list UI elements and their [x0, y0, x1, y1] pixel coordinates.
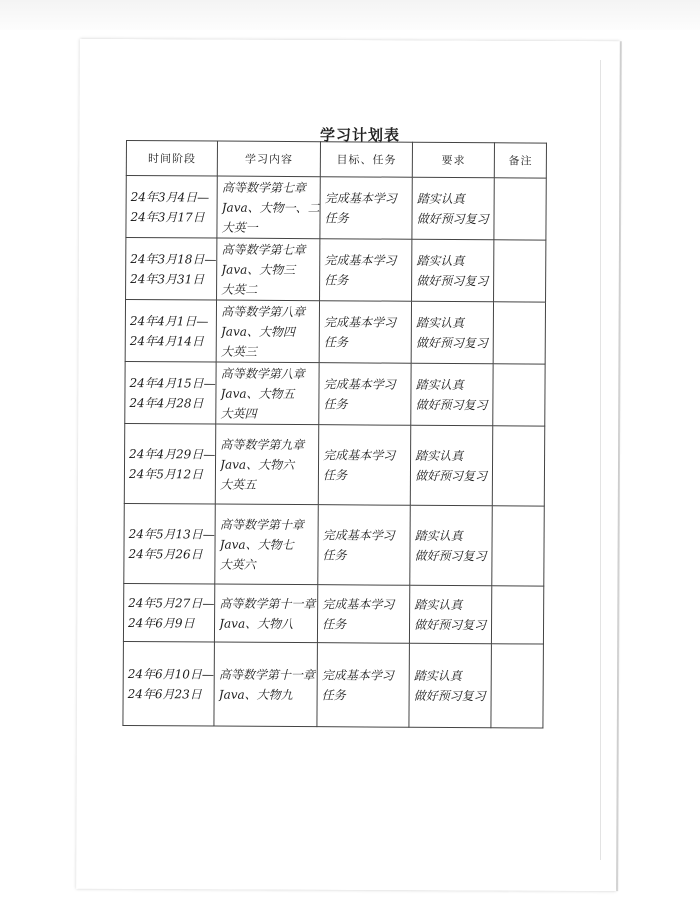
period-cell — [125, 361, 217, 424]
content-cell-line: 高等数学第十一章 — [218, 667, 315, 682]
note-cell — [494, 178, 546, 240]
period-cell-line: 24年3月17日 — [130, 209, 205, 224]
requirement-cell-line: 踏实认真 — [415, 315, 465, 330]
requirement-cell-line: 做好预习复习 — [416, 273, 489, 288]
content-cell-line: 大英二 — [221, 282, 258, 297]
requirement-cell — [409, 643, 492, 727]
period-cell-line: 24年6月23日 — [127, 686, 202, 701]
content-cell-line: Java、大物五 — [220, 386, 295, 401]
table-row — [123, 583, 543, 644]
requirement-cell-line: 做好预习复习 — [415, 335, 488, 350]
goal-cell-line: 完成基本学习 — [321, 667, 394, 683]
goal-cell-line: 完成基本学习 — [324, 190, 397, 206]
goal-cell-line: 任务 — [323, 396, 348, 411]
period-cell — [124, 423, 216, 504]
period-cell — [125, 300, 217, 363]
goal-cell-line: 完成基本学习 — [324, 252, 397, 268]
requirement-cell — [411, 363, 493, 425]
requirement-cell-line: 做好预习复习 — [414, 617, 487, 632]
content-cell — [215, 584, 318, 643]
goal-cell-line: 完成基本学习 — [323, 376, 396, 392]
period-cell-line: 24年5月27日— — [128, 595, 215, 611]
requirement-cell — [410, 425, 492, 505]
requirement-cell — [410, 585, 492, 643]
content-cell-line: 大英三 — [220, 344, 257, 359]
goal-cell — [317, 643, 410, 728]
study-plan-table — [122, 140, 547, 729]
period-cell-line: 24年4月14日 — [129, 333, 205, 348]
period-cell-line: 24年4月29日— — [129, 446, 216, 462]
note-cell — [492, 506, 544, 586]
requirement-cell-line: 做好预习复习 — [416, 211, 489, 226]
period-cell — [126, 176, 218, 239]
background-strip — [0, 0, 700, 30]
goal-cell-line: 任务 — [324, 272, 349, 287]
paper-edge — [600, 60, 621, 860]
content-cell-line: 高等数学第八章 — [220, 366, 305, 381]
table-row — [126, 176, 546, 241]
requirement-cell-line: 做好预习复习 — [413, 688, 486, 703]
goal-cell-line: 任务 — [324, 210, 349, 225]
content-cell — [217, 238, 320, 301]
content-cell-line: Java、大物六 — [220, 457, 295, 472]
table-row — [125, 300, 545, 365]
content-cell-line: Java、大物八 — [219, 616, 294, 631]
requirement-cell-line: 踏实认真 — [414, 597, 463, 612]
table-row — [124, 423, 545, 506]
period-cell — [123, 583, 215, 642]
header-period: 时间阶段 — [126, 141, 217, 177]
requirement-cell-line: 做好预习复习 — [414, 548, 487, 563]
requirement-cell — [411, 301, 493, 363]
content-cell-line: 大英一 — [221, 220, 258, 235]
content-cell-line: Java、大物四 — [220, 324, 295, 339]
note-cell — [492, 426, 544, 506]
content-cell-line: Java、大物三 — [221, 262, 296, 277]
goal-cell — [319, 363, 411, 426]
goal-cell-line: 完成基本学习 — [322, 527, 395, 543]
requirement-cell — [412, 177, 494, 239]
requirement-cell-line: 踏实认真 — [415, 448, 464, 463]
goal-cell-line: 任务 — [323, 334, 348, 349]
document-title: 学习计划表 — [319, 126, 400, 144]
table-row — [124, 503, 545, 586]
header-row — [126, 141, 546, 179]
content-cell — [216, 300, 319, 363]
goal-cell — [318, 505, 410, 586]
content-cell-line: Java、大物一、二 — [221, 200, 320, 215]
content-cell-line: Java、大物九 — [218, 687, 293, 702]
goal-cell — [318, 425, 410, 506]
content-cell-line: Java、大物七 — [219, 537, 294, 552]
header-goal: 目标、任务 — [320, 142, 412, 178]
goal-cell — [319, 301, 411, 364]
goal-cell-line: 任务 — [323, 467, 348, 482]
note-cell — [492, 586, 544, 644]
requirement-cell-line: 踏实认真 — [414, 528, 463, 543]
content-cell — [217, 176, 320, 239]
content-cell-line: 高等数学第十章 — [219, 517, 304, 532]
period-cell-line: 24年5月26日 — [128, 546, 203, 561]
content-cell — [215, 504, 318, 585]
note-cell — [494, 240, 546, 302]
content-cell — [216, 362, 319, 425]
goal-cell-line: 任务 — [322, 547, 347, 562]
period-cell-line: 24年5月12日 — [128, 466, 204, 481]
header-requirement: 要求 — [412, 142, 494, 178]
period-cell-line: 24年3月31日 — [130, 271, 205, 286]
header-note: 备注 — [494, 143, 546, 178]
goal-cell-line: 任务 — [322, 616, 347, 631]
note-cell — [493, 302, 545, 364]
period-cell — [126, 238, 218, 301]
period-cell-line: 24年3月4日— — [130, 189, 210, 205]
period-cell-line: 24年6月9日 — [128, 615, 195, 630]
goal-cell — [320, 239, 412, 302]
header-content: 学习内容 — [217, 141, 320, 177]
period-cell — [123, 641, 215, 726]
period-cell-line: 24年6月10日— — [127, 666, 214, 682]
requirement-cell-line: 踏实认真 — [415, 377, 464, 392]
period-cell — [124, 503, 216, 584]
goal-cell — [318, 585, 410, 644]
content-cell — [214, 642, 317, 727]
period-cell-line: 24年4月1日— — [129, 313, 209, 329]
table-row — [123, 641, 544, 728]
content-cell-line: 高等数学第九章 — [220, 437, 305, 452]
table-row — [125, 361, 545, 426]
content-cell-line: 大英五 — [220, 477, 257, 492]
note-cell — [493, 364, 545, 426]
requirement-cell-line: 踏实认真 — [413, 668, 462, 683]
content-cell-line: 大英六 — [219, 557, 256, 572]
requirement-cell-line: 做好预习复习 — [415, 468, 488, 483]
period-cell-line: 24年4月15日— — [129, 375, 216, 391]
goal-cell-line: 完成基本学习 — [323, 447, 396, 463]
requirement-cell-line: 踏实认真 — [416, 191, 465, 206]
goal-cell-line: 任务 — [321, 687, 346, 702]
content-cell-line: 高等数学第七章 — [221, 180, 306, 195]
content-cell — [215, 424, 318, 505]
note-cell — [491, 644, 544, 728]
content-cell-line: 高等数学第七章 — [221, 242, 306, 257]
goal-cell-line: 完成基本学习 — [322, 596, 395, 612]
goal-cell — [320, 177, 412, 240]
period-cell-line: 24年3月18日— — [130, 251, 217, 267]
goal-cell-line: 完成基本学习 — [323, 314, 397, 330]
period-cell-line: 24年5月13日— — [128, 526, 215, 542]
requirement-cell — [412, 239, 494, 301]
table-row — [126, 238, 546, 303]
requirement-cell-line: 踏实认真 — [416, 253, 465, 268]
content-cell-line: 大英四 — [220, 406, 257, 421]
content-cell-line: 高等数学第八章 — [221, 304, 306, 319]
period-cell-line: 24年4月28日 — [129, 395, 204, 410]
requirement-cell-line: 做好预习复习 — [415, 397, 488, 412]
requirement-cell — [410, 505, 492, 585]
content-cell-line: 高等数学第十一章 — [219, 596, 316, 611]
